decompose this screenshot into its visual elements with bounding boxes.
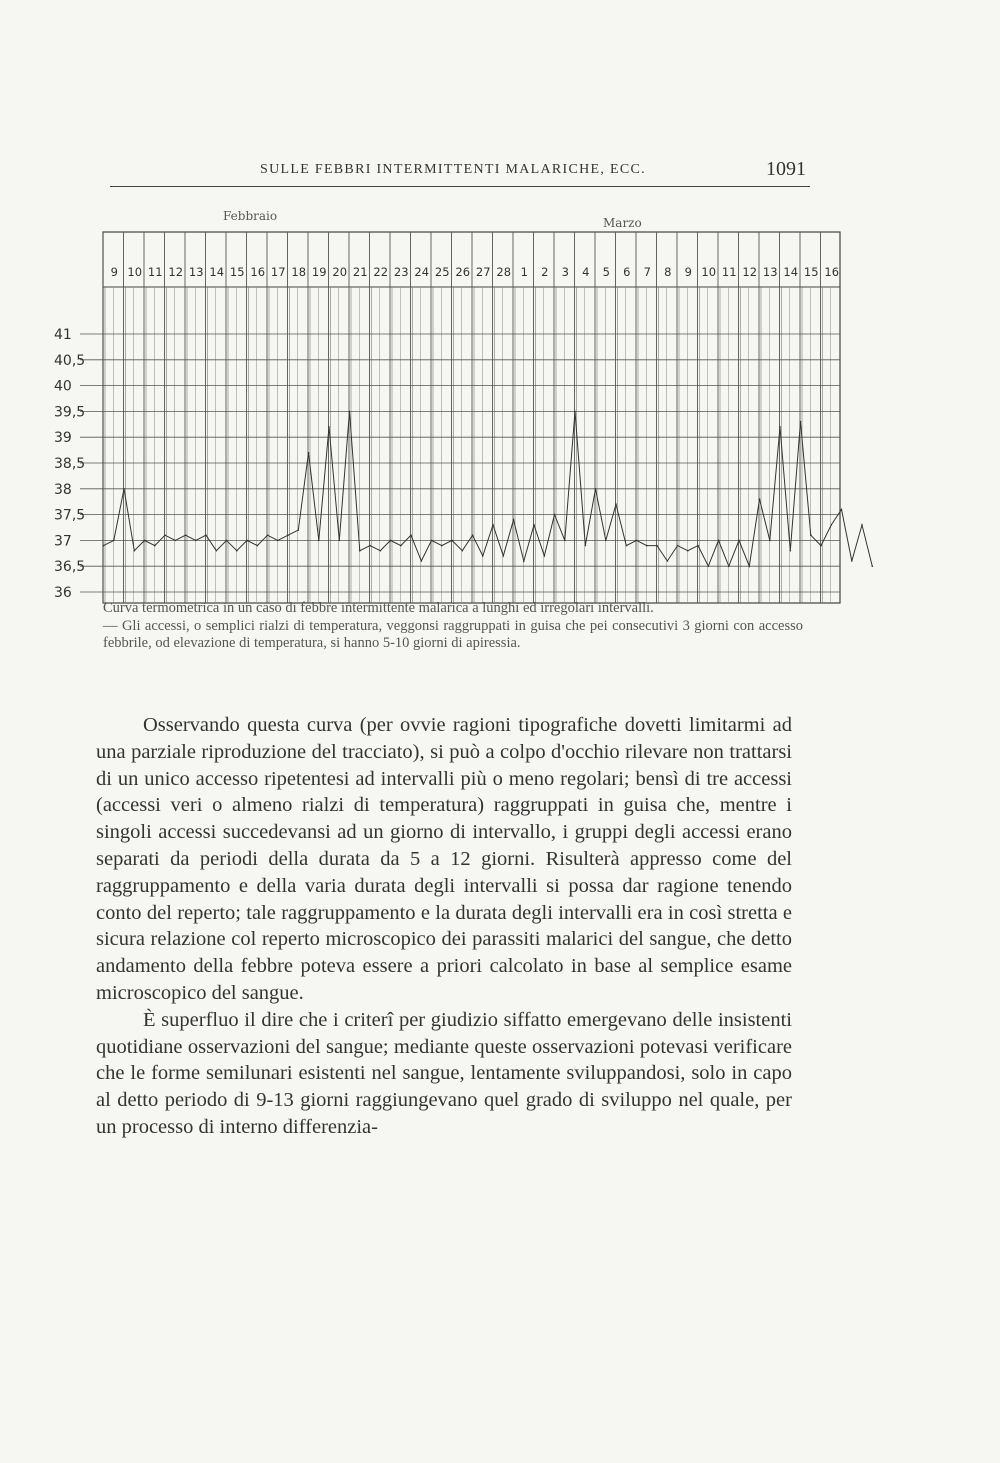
day-label: 12 — [742, 265, 758, 279]
day-label: 9 — [110, 265, 118, 279]
y-tick-label: 36,5 — [54, 559, 86, 576]
temperature-point — [154, 545, 156, 547]
temperature-point — [462, 550, 464, 552]
temperature-point — [103, 545, 105, 547]
day-label: 25 — [434, 265, 450, 279]
temperature-point — [851, 560, 853, 562]
day-label: 14 — [783, 265, 799, 279]
figure-caption — [103, 600, 803, 653]
running-title: SULLE FEBBRI INTERMITTENTI MALARICHE, ECC. — [260, 162, 646, 177]
temperature-point — [646, 545, 648, 547]
day-label: 8 — [664, 265, 672, 279]
temperature-point — [656, 545, 658, 547]
day-label: 22 — [373, 265, 389, 279]
day-label: 16 — [250, 265, 266, 279]
day-label: 24 — [414, 265, 430, 279]
temperature-point — [790, 550, 792, 552]
temperature-point — [523, 560, 525, 562]
day-label: 13 — [762, 265, 778, 279]
temperature-point — [390, 540, 392, 542]
temperature-point — [164, 534, 166, 536]
temperature-point — [123, 488, 125, 490]
temperature-point — [697, 545, 699, 547]
temperature-point — [472, 534, 474, 536]
temperature-point — [667, 560, 669, 562]
day-label: 4 — [582, 265, 590, 279]
temperature-point — [216, 550, 218, 552]
temperature-point — [544, 555, 546, 557]
temperature-point — [421, 560, 423, 562]
paragraph-2: È superfluo il dire che i criterî per giudizio siffatto emergevano delle insistenti quotidiane osservazioni del sangue; mediante queste osservazioni potevasi verificare che le forme semilunari esistenti nel sangue, lentamente sviluppandosi, solo in capo al detto periodo di 9-13 giorni raggiungevano quel grado di sviluppo nel quale, per un processo di interno differenzia- — [96, 1008, 792, 1138]
day-label: 3 — [561, 265, 569, 279]
day-label: 23 — [393, 265, 409, 279]
day-label: 19 — [311, 265, 327, 279]
temperature-point — [482, 555, 484, 557]
temperature-point — [615, 504, 617, 506]
y-tick-label: 37,5 — [54, 507, 86, 524]
temperature-point — [636, 540, 638, 542]
temperature-point — [298, 529, 300, 531]
day-label: 6 — [623, 265, 631, 279]
day-label: 1 — [520, 265, 528, 279]
temperature-point — [708, 565, 710, 567]
temperature-point — [195, 540, 197, 542]
temperature-point — [451, 540, 453, 542]
temperature-point — [820, 545, 822, 547]
y-tick-label: 41 — [54, 327, 72, 343]
body-text — [96, 712, 792, 1141]
day-label: 13 — [188, 265, 204, 279]
day-label: 27 — [475, 265, 491, 279]
temperature-point — [738, 540, 740, 542]
y-tick-label: 37 — [54, 533, 72, 550]
running-head — [110, 160, 810, 187]
temperature-point — [513, 519, 515, 521]
temperature-point — [831, 524, 833, 526]
temperature-point — [687, 550, 689, 552]
day-label: 2 — [541, 265, 549, 279]
temperature-point — [503, 555, 505, 557]
y-tick-label: 39 — [54, 430, 72, 447]
day-label: 14 — [209, 265, 225, 279]
temperature-point — [410, 534, 412, 536]
temperature-point — [277, 540, 279, 542]
temperature-point — [175, 540, 177, 542]
temperature-point — [800, 421, 802, 423]
temperature-point — [236, 550, 238, 552]
day-label: 15 — [803, 265, 819, 279]
day-label: 17 — [270, 265, 286, 279]
day-label: 5 — [602, 265, 610, 279]
temperature-point — [574, 411, 576, 413]
temperature-point — [308, 452, 310, 454]
temperature-point — [554, 514, 556, 516]
day-label: 12 — [168, 265, 184, 279]
temperature-point — [779, 426, 781, 428]
temperature-point — [339, 540, 341, 542]
paragraph-1: Osservando questa curva (per ovvie ragioni tipografiche dovetti limitarmi ad una parziale riproduzione del tracciato), si può a colpo d'occhio rilevare non trattarsi di un unico accesso ripetentesi ad intervalli più o meno regolari; bensì di tre accessi (accessi veri o almeno rialzi di temperatura) raggruppati in guisa che, mentre i singoli accessi succedevansi ad un giorno di intervallo, i gruppi degli accessi erano separati da periodi della durata da 5 a 12 giorni. Risulterà appresso come del raggruppamento e della varia durata degli intervalli si possa dar ragione tenendo conto del reperto; tale raggruppamento e la durata degli intervalli era in così stretta e sicura relazione col reperto microscopico dei parassiti malarici del sangue, che detto andamento della febbre poteva essere a priori calcolato in base al semplice esame microscopico del sangue. — [96, 714, 792, 1004]
temperature-point — [328, 426, 330, 428]
y-tick-label: 36 — [54, 585, 72, 601]
day-label: 20 — [332, 265, 348, 279]
day-label: 7 — [643, 265, 651, 279]
y-tick-label: 40 — [54, 378, 72, 395]
day-label: 16 — [824, 265, 840, 279]
temperature-point — [369, 545, 371, 547]
day-label: 10 — [701, 265, 717, 279]
temperature-point — [380, 550, 382, 552]
caption-line-1: Curva termometrica in un caso di febbre intermittente malarica a lunghi ed irregolari intervalli. — [103, 600, 654, 616]
day-label: 18 — [291, 265, 307, 279]
temperature-point — [605, 540, 607, 542]
temperature-point — [492, 524, 494, 526]
day-label: 10 — [127, 265, 143, 279]
y-tick-label: 39,5 — [54, 404, 86, 421]
temperature-point — [205, 534, 207, 536]
temperature-point — [810, 534, 812, 536]
temperature-point — [359, 550, 361, 552]
temperature-point — [718, 540, 720, 542]
temperature-point — [400, 545, 402, 547]
temperature-point — [134, 550, 136, 552]
caption-line-2: — Gli accessi, o semplici rialzi di temperatura, veggonsi raggruppati in guisa che pei consecutivi 3 giorni con accesso febbrile, od elevazione di temperatura, si hanno 5-10 giorni di apiressia. — [103, 617, 803, 651]
temperature-point — [113, 540, 115, 542]
temperature-point — [144, 540, 146, 542]
day-label: 11 — [147, 265, 163, 279]
day-label: 21 — [352, 265, 368, 279]
y-tick-label: 38,5 — [54, 456, 86, 472]
temperature-point — [431, 540, 433, 542]
month-label: Marzo — [603, 216, 642, 230]
page-number: 1091 — [766, 158, 806, 180]
temperature-point — [759, 498, 761, 500]
temperature-chart — [0, 195, 1000, 605]
temperature-point — [226, 540, 228, 542]
y-tick-label: 40,5 — [54, 352, 86, 369]
temperature-point — [769, 540, 771, 542]
temperature-point — [872, 565, 874, 567]
temperature-point — [564, 540, 566, 542]
day-label: 9 — [684, 265, 692, 279]
temperature-point — [246, 540, 248, 542]
temperature-point — [441, 545, 443, 547]
temperature-point — [595, 488, 597, 490]
temperature-point — [585, 545, 587, 547]
temperature-point — [185, 534, 187, 536]
temperature-point — [287, 534, 289, 536]
temperature-point — [861, 524, 863, 526]
temperature-point — [841, 509, 843, 511]
temperature-point — [349, 411, 351, 413]
temperature-point — [257, 545, 259, 547]
temperature-point — [267, 534, 269, 536]
temperature-point — [533, 524, 535, 526]
day-label: 26 — [455, 265, 471, 279]
temperature-point — [318, 540, 320, 542]
temperature-point — [728, 565, 730, 567]
temperature-point — [626, 545, 628, 547]
month-label: Febbraio — [223, 209, 278, 223]
day-label: 15 — [229, 265, 245, 279]
temperature-point — [677, 545, 679, 547]
day-label: 28 — [496, 265, 512, 279]
y-tick-label: 38 — [54, 481, 72, 498]
temperature-point — [749, 565, 751, 567]
day-label: 11 — [721, 265, 737, 279]
